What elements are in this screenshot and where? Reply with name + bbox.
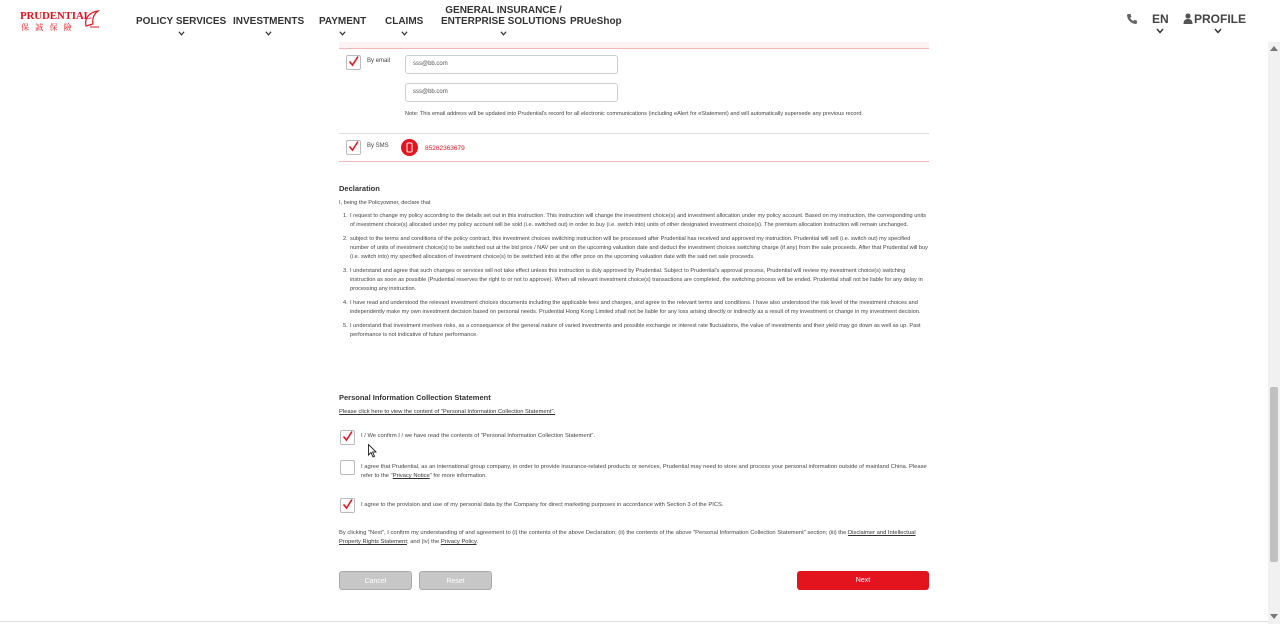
list-item — [339, 299, 929, 317]
item-text: I understand that investment involves risks, as a consequence of the general nature of varied investments and possible exchange or interest rate fluctuations, the value of investments and their yield may go down as well as up. Past performance is not indicative of future performance. — [350, 323, 921, 338]
language-selector[interactable] — [1152, 12, 1169, 35]
email-note: Note: This email address will be updated into Prudential's record for all electronic communications (including eAlert for eStatement) and will automatically supersede any previous record. — [405, 111, 864, 117]
scrollbar-thumb[interactable] — [1270, 387, 1278, 562]
agree-store-label — [361, 463, 929, 481]
logo-emblem-icon — [82, 8, 102, 30]
divider — [339, 161, 929, 162]
email-confirm-value: sss@bb.com — [413, 89, 448, 95]
list-item — [339, 235, 929, 262]
reset-button[interactable]: Reset — [419, 571, 492, 590]
declaration-list — [339, 212, 929, 345]
profile-label: PROFILE — [1194, 12, 1247, 26]
checkmark-icon — [347, 55, 360, 68]
email-field[interactable] — [405, 55, 618, 74]
by-email-checkbox[interactable] — [346, 55, 361, 70]
nav-general-insurance[interactable] — [441, 5, 566, 37]
language-label: EN — [1152, 12, 1169, 26]
privacy-policy-link[interactable]: Privacy Policy — [440, 539, 477, 545]
next-disclaimer — [339, 529, 929, 547]
nav-claims[interactable] — [385, 16, 423, 37]
nav-investments[interactable] — [233, 16, 304, 37]
profile-menu[interactable] — [1183, 12, 1246, 35]
item-text: I understand and agree that such changes or services will not take effect unless this instruction is duly approved by Prudential. Subject to Prudential's approval process, Prudential will review my investment choice(s) switching instruction as soon as possible (Prudential reserves the right to or not to approve). When all relevant investment choice(s) transactions are completed, the switching process will be ended. Prudential shall not be liable for any delay in processing any instruction. — [350, 268, 923, 292]
previous-section-edge — [339, 42, 929, 49]
item-number: 5. — [343, 323, 348, 329]
user-icon — [1183, 13, 1193, 24]
footer-text: By clicking "Next", I confirm my understanding of and agreement to (i) the contents of the above Declaration; (ii) the contents of the above "Personal Information Collection Statement" section; (iii) the — [339, 530, 848, 536]
footer-text-mid: ; and (iv) the — [406, 539, 441, 545]
agree-store-text-end: " for more information. — [429, 473, 487, 479]
nav-claims-label: CLAIMS — [385, 16, 424, 27]
chevron-down-icon — [1156, 27, 1164, 35]
by-sms-label: By SMS — [367, 143, 389, 149]
item-number: 1. — [343, 213, 348, 219]
top-navigation — [0, 0, 1268, 42]
agree-marketing-checkbox[interactable] — [340, 498, 355, 513]
by-sms-checkbox[interactable] — [346, 140, 361, 155]
logo-cn-text: 保 誠 保 險 — [21, 23, 74, 32]
item-number: 2. — [343, 236, 348, 242]
list-item — [339, 267, 929, 294]
footer-text-end: . — [476, 539, 479, 545]
mouse-cursor-icon — [368, 444, 377, 458]
chevron-down-icon — [178, 30, 185, 37]
logo-text: PRUDENTIAL — [20, 10, 91, 22]
checkmark-icon — [347, 140, 360, 153]
privacy-notice-link[interactable]: Privacy Notice — [392, 473, 430, 479]
prudential-logo[interactable] — [20, 10, 100, 32]
by-email-label: By email — [367, 58, 391, 64]
declaration-intro: I, being the Policyowner, declare that — [339, 200, 431, 206]
chevron-down-icon — [401, 30, 408, 37]
vertical-scrollbar[interactable] — [1268, 42, 1280, 624]
agree-store-checkbox[interactable] — [340, 460, 355, 475]
sms-number: 85262363679 — [425, 145, 465, 152]
nav-payment-label: PAYMENT — [319, 16, 367, 27]
chevron-down-icon — [265, 30, 272, 37]
bottom-divider — [0, 621, 1268, 622]
checkmark-icon — [341, 430, 354, 443]
nav-policy-services-label: POLICY SERVICES — [136, 16, 227, 27]
item-text: I have read and understood the relevant investment choices documents including the applicable fees and charges, and agree to the relevant terms and conditions. I have also understood the risk level of the investment choices and independently make my own investment decision based on personal needs. Prudential Hong Kong Limited shall not be liable for any loss arising directly or indirectly as a result of my investment or change in my investment decision. — [350, 300, 921, 315]
cancel-button[interactable]: Cancel — [339, 571, 412, 590]
nav-prueshop[interactable] — [570, 16, 622, 27]
confirm-read-label: I / We confirm I / we have read the contents of "Personal Information Collection Statement". — [361, 433, 596, 439]
chevron-down-icon — [500, 30, 507, 37]
item-number: 4. — [343, 300, 348, 306]
email-confirm-field[interactable] — [405, 83, 618, 102]
agree-store-text: I agree that Prudential, as an international group company, in order to provide insurance-related products or services, Prudential may need to store and process your personal information outside of mainland China. Please refer to the " — [361, 464, 927, 479]
confirm-read-checkbox[interactable] — [340, 430, 355, 445]
nav-general-insurance-line2: ENTERPRISE SOLUTIONS — [441, 16, 567, 27]
nav-policy-services[interactable] — [136, 16, 226, 37]
item-number: 3. — [343, 268, 348, 274]
nav-payment[interactable] — [319, 16, 366, 37]
pics-title: Personal Information Collection Statement — [339, 393, 491, 402]
divider — [339, 133, 929, 134]
scroll-up-arrow-icon[interactable] — [1270, 46, 1278, 51]
declaration-title: Declaration — [339, 184, 380, 193]
item-text: subject to the terms and conditions of the policy contract, this investment choices switching instruction will be processed after Prudential has received and approved my instruction. Prudential will sell (i.e. switch out) my specified number of units of investment choice(s) to be switched out at the bid price / NAV per unit on the upcoming valuation date and deduct the investment choices switching charge (if any) from the sale proceeds. After that Prudential will buy (i.e. switch into) my specified allocation of investment choice(s) to be switched into at the offer price on the upcoming valuation date with the said net sale proceeds. — [350, 236, 928, 260]
chevron-down-icon — [339, 30, 346, 37]
nav-general-insurance-line1: GENERAL INSURANCE / — [445, 5, 562, 16]
nav-investments-label: INVESTMENTS — [233, 16, 305, 27]
mobile-phone-icon — [401, 139, 418, 156]
nav-prueshop-label: PRUeShop — [570, 16, 622, 27]
scroll-down-arrow-icon[interactable] — [1270, 614, 1278, 619]
list-item — [339, 212, 929, 230]
disclaimer-link[interactable]: Disclaimer and Intellectual Property Rights Statement — [339, 530, 916, 545]
list-item — [339, 322, 929, 340]
agree-marketing-label: I agree to the provision and use of my personal data by the Company for direct marketing purposes in accordance with Section 3 of the PICS. — [361, 502, 724, 508]
email-value: sss@bb.com — [413, 61, 448, 67]
phone-icon[interactable] — [1126, 13, 1138, 25]
item-text: I request to change my policy according to the details set out in this instruction. This instruction will change the investment choice(s) and investment allocation under my policy account. Based on my instruction, the corresponding units of investment choice(s) allocated under my policy account will be sold (i.e. switched out) in order to buy (i.e. switch into) units of other designated investment choice(s). The premium allocation instruction will remain unchanged. — [350, 213, 927, 228]
chevron-down-icon — [1214, 27, 1222, 35]
next-button[interactable]: Next — [797, 571, 929, 590]
pics-link[interactable]: Please click here to view the content of "Personal Information Collection Statement". — [339, 409, 556, 415]
checkmark-icon — [341, 498, 354, 511]
